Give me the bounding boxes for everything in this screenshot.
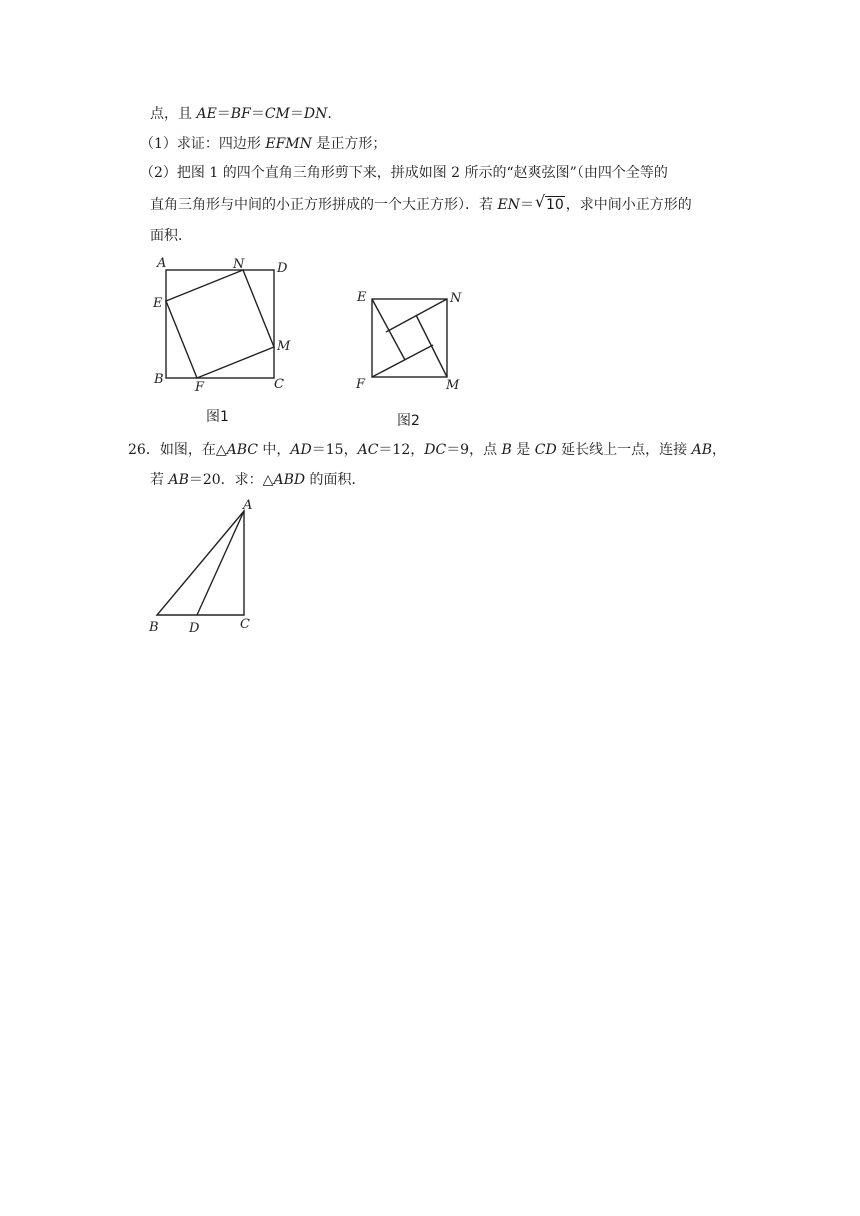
q26-line2: 若 AB＝20．求：△ABD 的面积． [150,472,366,488]
fig3-label-a: A [243,498,253,513]
fig1-label-b: B [154,372,164,387]
q26-line1: 26．如图，在△ABC 中，AD＝15，AC＝12，DC＝9，点 B 是 CD 延长线上一点，连接 AB， [128,442,726,458]
fig1-label-m: M [277,339,291,354]
fig3-label-c: C [240,617,250,632]
q25-condition-line: 点，且 AE＝BF＝CM＝DN. [150,106,332,122]
fig2-outer-square [372,299,447,377]
fig3-label-d: D [189,621,200,636]
fig1-label-d: D [277,261,288,276]
fig2-segment [416,315,447,377]
fig1-label-f: F [195,380,205,395]
fig2-label-m: M [446,378,460,393]
figure-2-caption: 图2 [397,413,420,429]
figure-1-square-diagram [145,255,325,405]
fig2-label-n: N [450,291,462,306]
fig1-outer-square [166,270,274,378]
fig1-label-c: C [274,377,284,392]
fig2-label-e: E [357,290,367,305]
segment-ad [197,511,244,615]
triangle-abc [157,511,244,615]
figure-triangle-abc [145,495,285,640]
q25-part2-line1: （2）把图 1 的四个直角三角形剪下来，拼成如图 2 所示的“赵爽弦图”（由四个全等的 [140,165,668,181]
fig3-label-b: B [149,620,159,635]
q25-part1: （1）求证：四边形 EFMN 是正方形； [140,136,387,152]
sqrt-expression: √ 10 [534,192,564,213]
fig1-inner-square [166,270,274,378]
fig2-segment [372,299,405,360]
figure-2-zhaoshuang-diagram [350,285,480,395]
fig1-label-n: N [233,257,245,272]
fig2-label-f: F [356,377,366,392]
q25-part2-line2: 直角三角形与中间的小正方形拼成的一个大正方形）．若 EN＝ √ 10 ，求中间小正方形的 [150,192,692,213]
q25-part2-line3: 面积． [150,228,192,244]
fig1-label-e: E [153,296,163,311]
fig1-label-a: A [157,256,167,271]
figure-1-caption: 图1 [206,409,229,425]
fig2-segment [372,345,433,377]
